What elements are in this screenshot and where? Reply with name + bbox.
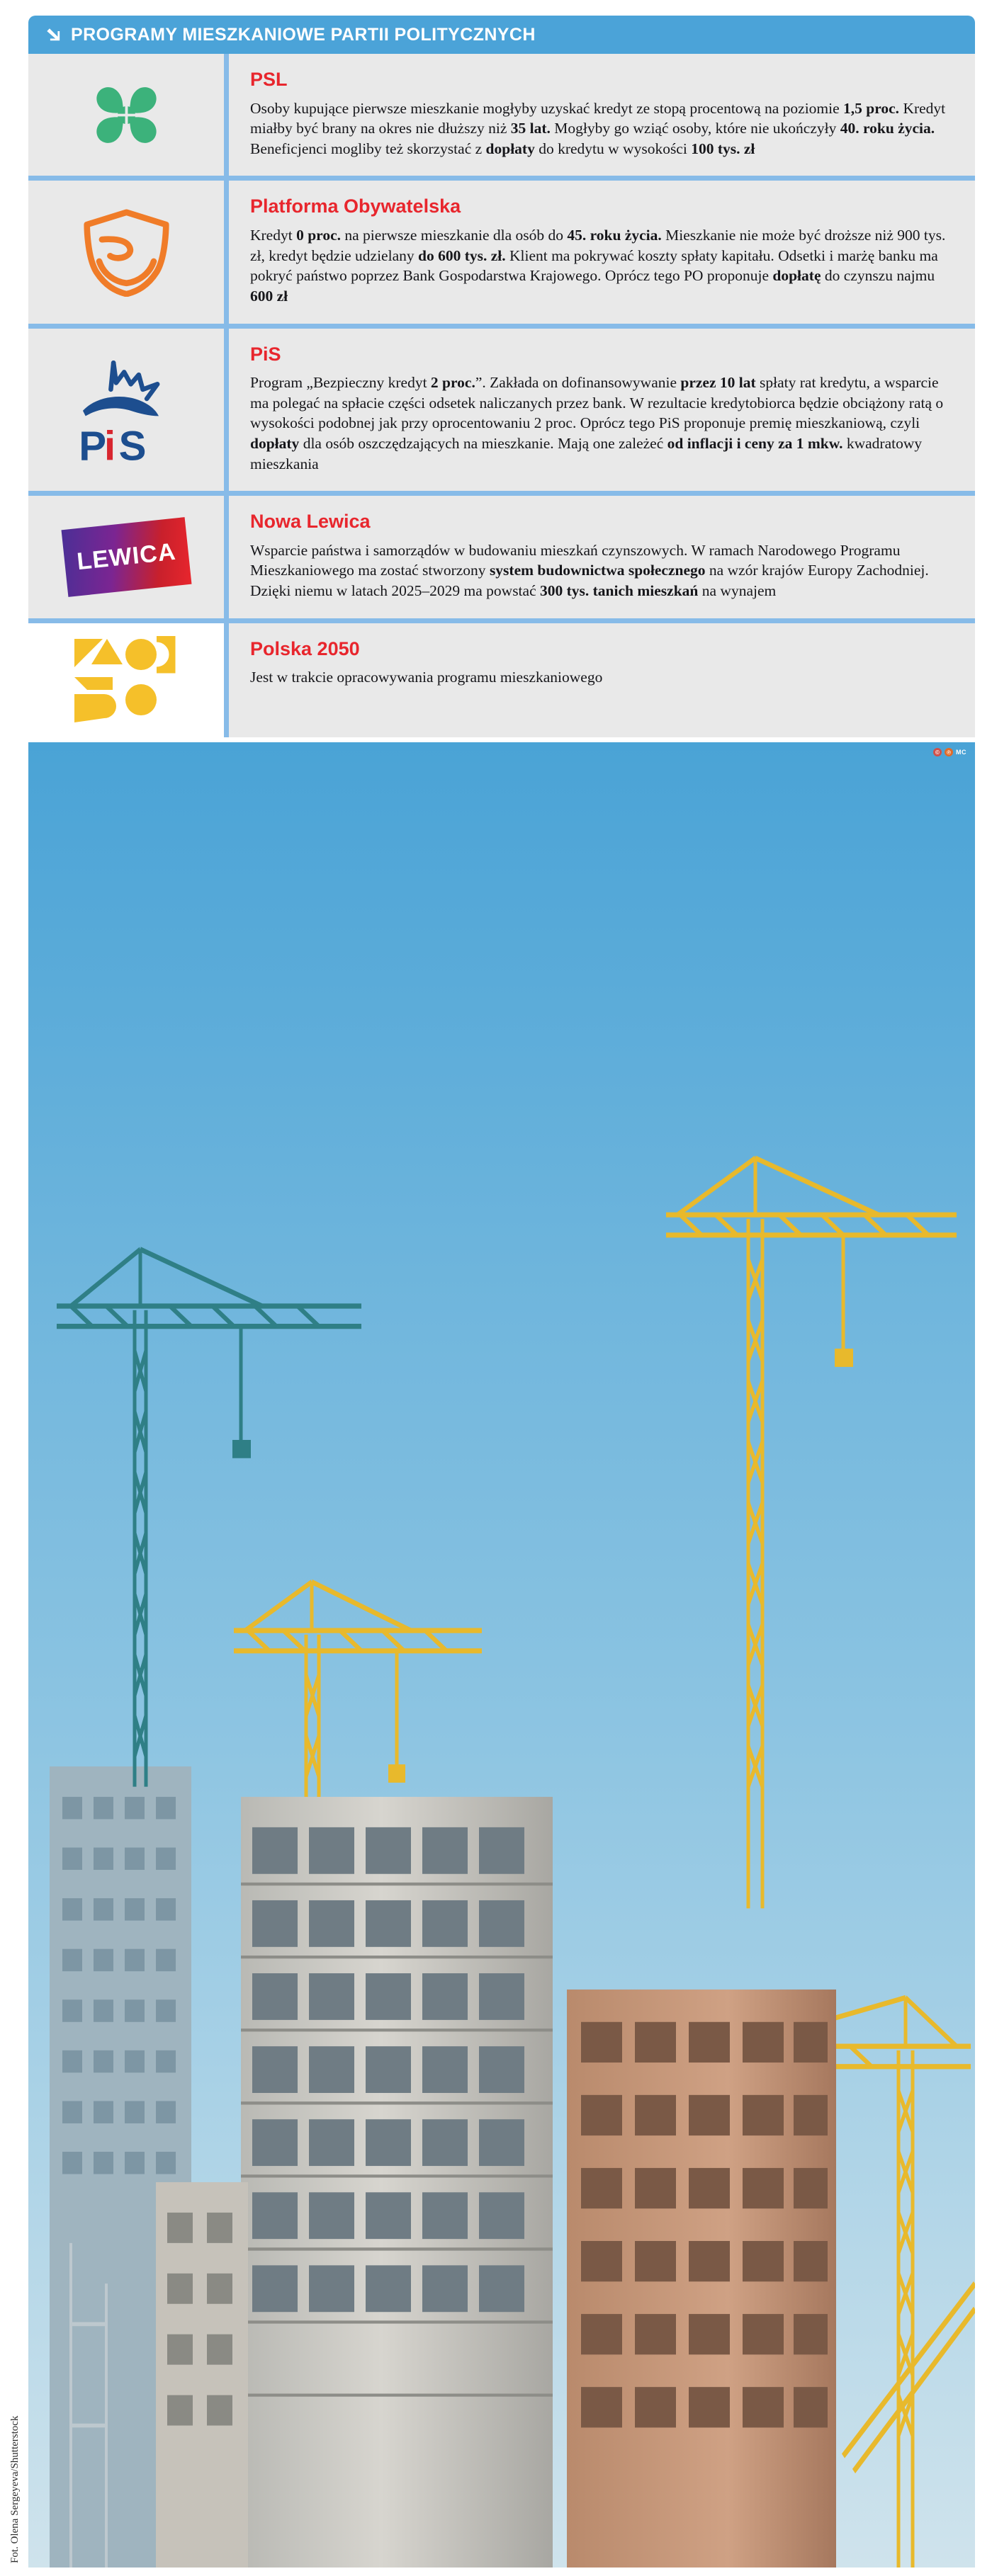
svg-text:P: P: [79, 423, 107, 465]
table-row: [28, 329, 975, 497]
party-description: Wsparcie państwa i samorządów w budowaniu mieszkań czynszowych. W ramach Narodowego Programu Mieszkaniowego ma zostać stworzony system budownictwa społecznego na wzór krajów Europy Zachodniej. Dzięki niemu w latach 2025–2029 ma powstać 300 tys. tanich mieszkań na wynajem: [250, 541, 929, 600]
polska-2050-logo: [73, 636, 179, 725]
party-name: Nowa Lewica: [250, 511, 371, 533]
phonogram-icon: ℗: [945, 748, 953, 756]
party-text-cell-po: [229, 181, 975, 323]
psl-four-leaf-clover-logo: [79, 67, 174, 163]
party-text-cell-pis: [229, 329, 975, 492]
lewica-logo-text: LEWICA: [75, 538, 177, 576]
party-description: Program „Bezpieczny kredyt 2 proc.”. Zakłada on dofinansowywanie przez 10 lat spłaty rat kredytu, a wsparcie ma polegać na spłacie części odsetek naliczanych przez bank. W rezultacie kredytobiorca będzie obciążony ratą o wysokości podobnej jak przy oprocentowaniu 2 proc. Oprócz tego PiS proponuje premię mieszkaniową, czyli dopłaty dla osób oszczędzających na mieszkanie. Mają one zależeć od inflacji i ceny za 1 mkw. kwadratowy mieszkania: [250, 374, 944, 472]
party-logo-cell-polska2050: [28, 623, 229, 737]
header-bar: [28, 16, 975, 54]
party-text-cell-psl: [229, 54, 975, 176]
party-logo-cell-po: [28, 181, 229, 323]
party-text-cell-polska2050: [229, 623, 975, 737]
party-logo-cell-pis: [28, 329, 229, 492]
copyright-icon: ©: [933, 748, 942, 756]
party-name: Platforma Obywatelska: [250, 195, 461, 217]
party-name: Polska 2050: [250, 637, 360, 659]
party-logo-cell-lewica: [28, 496, 229, 618]
party-description: Kredyt 0 proc. na pierwsze mieszkanie dla osób do 45. roku życia. Mieszkanie nie może być droższe niż 900 tys. zł, kredyt będzie udzielany do 600 tys. zł. Klient ma pokrywać koszty spłaty kapitału. Odsetki i marżę banku ma pokryć państwo poprzez Bank Gospodarstwa Krajowego. Oprócz tego PO proponuje dopłatę do czynszu najmu 600 zł: [250, 227, 946, 305]
party-text-cell-lewica: [229, 496, 975, 618]
party-logo-cell-psl: [28, 54, 229, 176]
lewica-logo: [61, 517, 191, 597]
party-name: PSL: [250, 69, 288, 90]
construction-site-illustration: [28, 742, 975, 2568]
construction-photo: [28, 742, 975, 2568]
pis-eagle-crown-logo: [69, 355, 183, 465]
table-row: [28, 181, 975, 328]
table-row: [28, 496, 975, 623]
party-name: PiS: [250, 343, 281, 365]
party-description: Jest w trakcie opracowywania programu mieszkaniowego: [250, 669, 603, 686]
page-title: PROGRAMY MIESZKANIOWE PARTII POLITYCZNYCH: [71, 24, 536, 45]
table-row: [28, 54, 975, 181]
svg-text:S: S: [118, 423, 147, 465]
svg-text:i: i: [104, 423, 116, 465]
photo-credit: Fot. Olena Sergeyeva/Shutterstock: [9, 2415, 21, 2563]
party-programs-grid: [28, 54, 975, 737]
mc-label: MC: [956, 749, 966, 756]
table-row: [28, 623, 975, 737]
party-description: Osoby kupujące pierwsze mieszkanie mogłyby uzyskać kredyt ze stopą procentową na poziomie 1,5 proc. Kredyt miałby być brany na okres nie dłuższy niż 35 lat. Mogłyby go wziąć osoby, które nie ukończyły 40. roku życia. Beneficjenci mogliby też skorzystać z dopłaty do kredytu w wysokości 100 tys. zł: [250, 99, 946, 157]
arrow-down-right-icon: [45, 27, 61, 42]
po-shield-logo: [79, 208, 174, 297]
photo-credit-badge: [933, 748, 966, 756]
